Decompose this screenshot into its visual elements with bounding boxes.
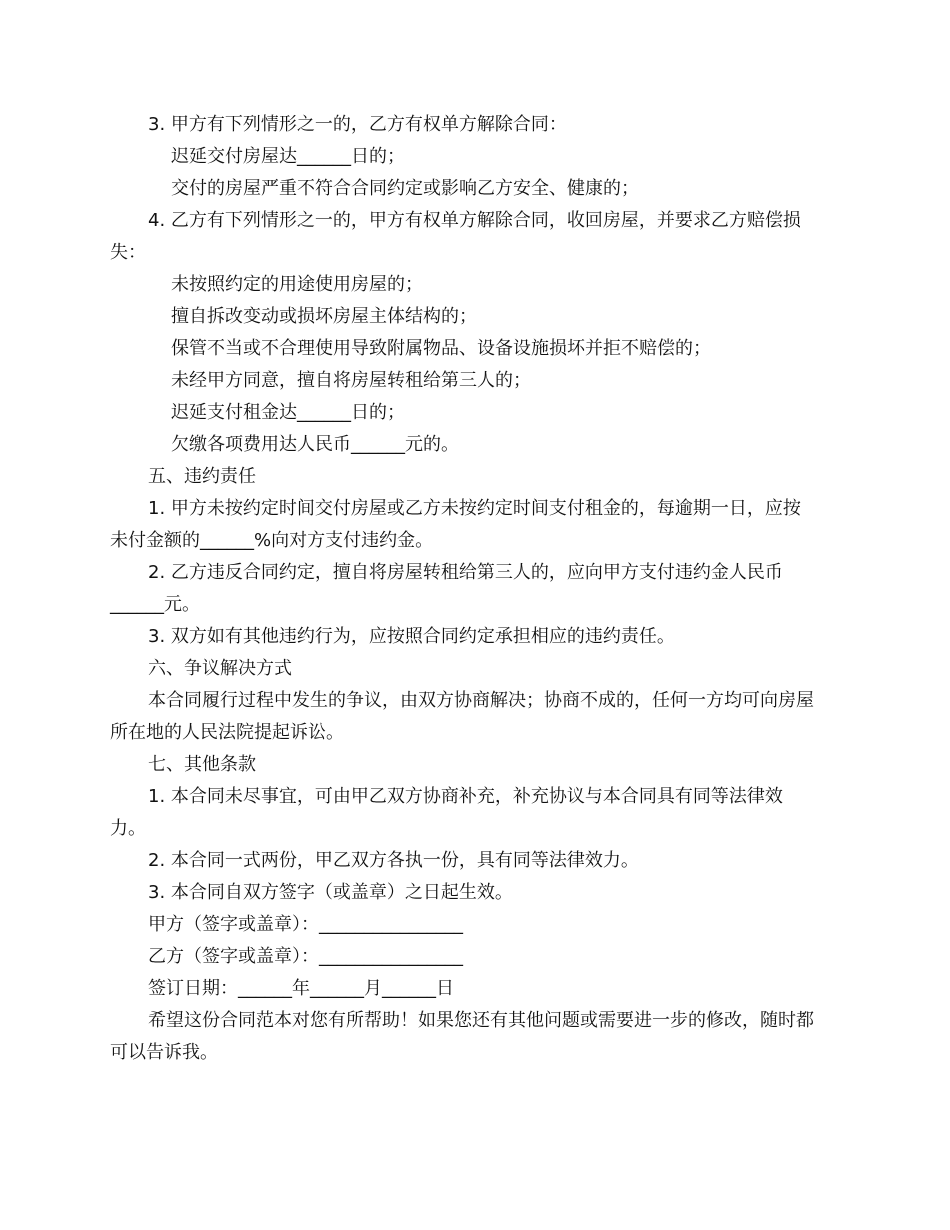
text-line: 希望这份合同范本对您有所帮助！如果您还有其他问题或需要进一步的修改，随时都 xyxy=(148,1010,814,1031)
text-line: 甲方（签字或盖章）：________________ xyxy=(148,914,463,935)
text-line: 失： xyxy=(110,242,146,263)
text-line: 4. 乙方有下列情形之一的，甲方有权单方解除合同，收回房屋，并要求乙方赔偿损 xyxy=(148,210,801,231)
text-line: 1. 甲方未按约定时间交付房屋或乙方未按约定时间支付租金的，每逾期一日，应按 xyxy=(148,498,801,519)
text-line: 3. 双方如有其他违约行为，应按照合同约定承担相应的违约责任。 xyxy=(148,626,675,647)
text-line: 2. 乙方违反合同约定，擅自将房屋转租给第三人的，应向甲方支付违约金人民币 xyxy=(148,562,783,583)
text-line: 本合同履行过程中发生的争议，由双方协商解决；协商不成的，任何一方均可向房屋 xyxy=(148,690,814,711)
text-line: 2. 本合同一式两份，甲乙双方各执一份，具有同等法律效力。 xyxy=(148,850,639,871)
text-line: 未按照约定的用途使用房屋的； xyxy=(171,274,423,295)
text-line: 乙方（签字或盖章）：________________ xyxy=(148,946,463,967)
text-line: 3. 本合同自双方签字（或盖章）之日起生效。 xyxy=(148,882,513,903)
text-line: 1. 本合同未尽事宜，可由甲乙双方协商补充，补充协议与本合同具有同等法律效 xyxy=(148,786,783,807)
text-line: 未经甲方同意，擅自将房屋转租给第三人的； xyxy=(171,370,531,391)
document-body xyxy=(110,109,840,1069)
text-line: 可以告诉我。 xyxy=(110,1042,218,1063)
text-line: 六、争议解决方式 xyxy=(148,658,292,679)
text-line: 未付金额的______%向对方支付违约金。 xyxy=(110,530,434,551)
text-line: 签订日期：______年______月______日 xyxy=(148,978,454,999)
text-line: 3. 甲方有下列情形之一的，乙方有权单方解除合同： xyxy=(148,114,567,135)
text-line: 七、其他条款 xyxy=(148,754,256,775)
text-line: 欠缴各项费用达人民币______元的。 xyxy=(171,434,459,455)
text-line: ______元。 xyxy=(110,594,200,615)
text-line: 擅自拆改变动或损坏房屋主体结构的； xyxy=(171,306,477,327)
text-line: 力。 xyxy=(110,818,146,839)
text-line: 交付的房屋严重不符合合同约定或影响乙方安全、健康的； xyxy=(171,178,639,199)
text-line: 五、违约责任 xyxy=(148,466,256,487)
text-line: 保管不当或不合理使用导致附属物品、设备设施损坏并拒不赔偿的； xyxy=(171,338,711,359)
text-line: 迟延支付租金达______日的； xyxy=(171,402,405,423)
text-line: 所在地的人民法院提起诉讼。 xyxy=(110,722,344,743)
text-line: 迟延交付房屋达______日的； xyxy=(171,146,405,167)
